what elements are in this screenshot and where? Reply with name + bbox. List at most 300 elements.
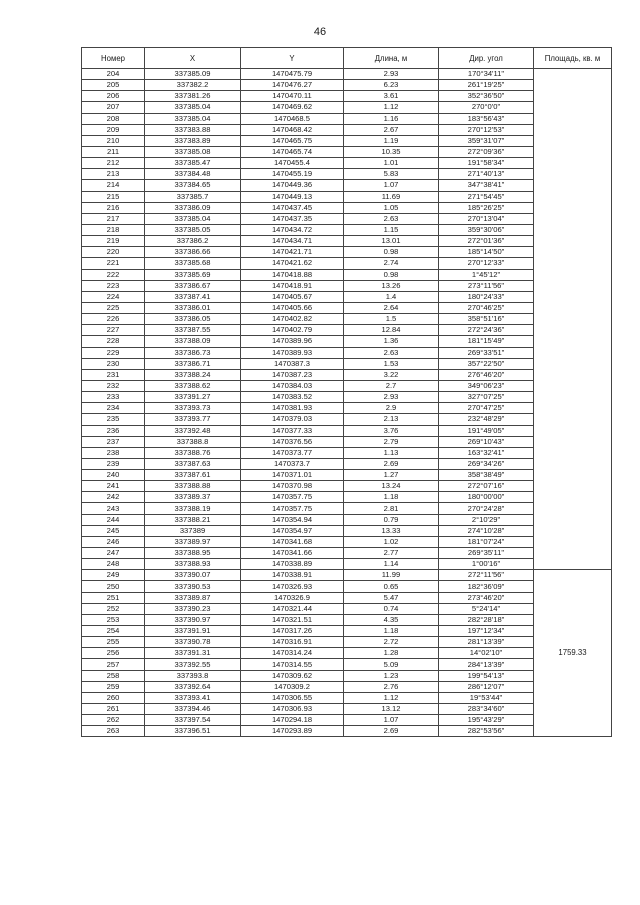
cell-x: 337384.48: [145, 169, 241, 180]
cell-direction-angle: 270°12'53": [439, 124, 534, 135]
cell-x: 337393.77: [145, 414, 241, 425]
cell-y: 1470294.18: [241, 715, 344, 726]
cell-x: 337388.19: [145, 503, 241, 514]
cell-direction-angle: 273°11'56": [439, 280, 534, 291]
table-row: [82, 592, 612, 603]
cell-number: 247: [82, 548, 145, 559]
table-row: [82, 614, 612, 625]
cell-length: 3.61: [344, 91, 439, 102]
cell-x: 337391.27: [145, 392, 241, 403]
cell-x: 337388.24: [145, 369, 241, 380]
cell-direction-angle: 232°48'29": [439, 414, 534, 425]
cell-direction-angle: 19°53'44": [439, 692, 534, 703]
table-row: [82, 213, 612, 224]
cell-length: 2.74: [344, 258, 439, 269]
cell-length: 2.63: [344, 213, 439, 224]
cell-y: 1470371.01: [241, 470, 344, 481]
cell-length: 2.72: [344, 637, 439, 648]
cell-length: 2.13: [344, 414, 439, 425]
table-row: [82, 380, 612, 391]
cell-x: 337386.2: [145, 236, 241, 247]
cell-y: 1470465.74: [241, 146, 344, 157]
cell-x: 337383.88: [145, 124, 241, 135]
cell-y: 1470402.79: [241, 325, 344, 336]
cell-length: 1.02: [344, 536, 439, 547]
cell-y: 1470338.91: [241, 570, 344, 581]
cell-direction-angle: 327°07'25": [439, 392, 534, 403]
cell-x: 337392.48: [145, 425, 241, 436]
table-row: [82, 291, 612, 302]
cell-y: 1470469.62: [241, 102, 344, 113]
table-row: [82, 135, 612, 146]
cell-x: 337386.67: [145, 280, 241, 291]
cell-length: 1.18: [344, 626, 439, 637]
cell-y: 1470341.66: [241, 548, 344, 559]
cell-number: 211: [82, 146, 145, 157]
cell-length: 0.65: [344, 581, 439, 592]
cell-x: 337385.68: [145, 258, 241, 269]
cell-length: 1.16: [344, 113, 439, 124]
table-row: [82, 347, 612, 358]
cell-y: 1470373.7: [241, 458, 344, 469]
cell-y: 1470402.82: [241, 314, 344, 325]
cell-number: 232: [82, 380, 145, 391]
cell-length: 5.09: [344, 659, 439, 670]
page-number: 46: [313, 26, 327, 38]
table-row: [82, 626, 612, 637]
table-row: [82, 715, 612, 726]
cell-number: 263: [82, 726, 145, 737]
cell-number: 241: [82, 481, 145, 492]
cell-number: 237: [82, 436, 145, 447]
cell-direction-angle: 269°34'26": [439, 458, 534, 469]
cell-x: 337385.09: [145, 69, 241, 80]
cell-y: 1470389.93: [241, 347, 344, 358]
cell-length: 2.63: [344, 347, 439, 358]
cell-x: 337388.09: [145, 336, 241, 347]
cell-number: 246: [82, 536, 145, 547]
cell-length: 1.4: [344, 291, 439, 302]
cell-length: 2.81: [344, 503, 439, 514]
cell-length: 2.79: [344, 436, 439, 447]
cell-x: 337383.89: [145, 135, 241, 146]
cell-x: 337389.87: [145, 592, 241, 603]
cell-y: 1470384.03: [241, 380, 344, 391]
cell-x: 337390.23: [145, 603, 241, 614]
cell-y: 1470309.2: [241, 681, 344, 692]
cell-direction-angle: 349°06'23": [439, 380, 534, 391]
cell-length: 2.67: [344, 124, 439, 135]
cell-y: 1470387.23: [241, 369, 344, 380]
table-row: [82, 436, 612, 447]
cell-number: 259: [82, 681, 145, 692]
cell-y: 1470341.68: [241, 536, 344, 547]
cell-y: 1470418.88: [241, 269, 344, 280]
cell-direction-angle: 270°13'04": [439, 213, 534, 224]
cell-direction-angle: 270°0'0": [439, 102, 534, 113]
cell-x: 337381.26: [145, 91, 241, 102]
cell-length: 1.5: [344, 314, 439, 325]
cell-x: 337389.97: [145, 536, 241, 547]
cell-direction-angle: 191°49'05": [439, 425, 534, 436]
cell-y: 1470357.75: [241, 503, 344, 514]
cell-x: 337388.76: [145, 447, 241, 458]
cell-direction-angle: 358°38'49": [439, 470, 534, 481]
cell-direction-angle: 1°45'12": [439, 269, 534, 280]
cell-x: 337386.73: [145, 347, 241, 358]
cell-y: 1470465.75: [241, 135, 344, 146]
table-row: [82, 525, 612, 536]
cell-y: 1470437.35: [241, 213, 344, 224]
cell-x: 337385.08: [145, 146, 241, 157]
header-length: Длина, м: [344, 48, 439, 69]
header-y: Y: [241, 48, 344, 69]
cell-direction-angle: 283°34'60": [439, 704, 534, 715]
cell-direction-angle: 185°26'25": [439, 202, 534, 213]
cell-direction-angle: 197°12'34": [439, 626, 534, 637]
table-row: [82, 369, 612, 380]
cell-y: 1470383.52: [241, 392, 344, 403]
cell-direction-angle: 195°43'29": [439, 715, 534, 726]
cell-number: 214: [82, 180, 145, 191]
cell-number: 245: [82, 525, 145, 536]
table-row: [82, 191, 612, 202]
cell-y: 1470314.24: [241, 648, 344, 659]
cell-y: 1470306.93: [241, 704, 344, 715]
cell-y: 1470338.89: [241, 559, 344, 570]
cell-length: 1.19: [344, 135, 439, 146]
table-row: [82, 559, 612, 570]
cell-number: 208: [82, 113, 145, 124]
cell-y: 1470309.62: [241, 670, 344, 681]
cell-number: 215: [82, 191, 145, 202]
table-row: [82, 603, 612, 614]
table-row: [82, 124, 612, 135]
table-row: [82, 69, 612, 80]
table-row: [82, 325, 612, 336]
cell-number: 261: [82, 704, 145, 715]
cell-x: 337388.21: [145, 514, 241, 525]
table-row: [82, 536, 612, 547]
cell-number: 225: [82, 302, 145, 313]
cell-x: 337385.47: [145, 158, 241, 169]
coordinates-table: [81, 47, 612, 737]
cell-direction-angle: 284°13'39": [439, 659, 534, 670]
cell-number: 218: [82, 224, 145, 235]
cell-y: 1470316.91: [241, 637, 344, 648]
cell-direction-angle: 272°01'36": [439, 236, 534, 247]
cell-length: 2.7: [344, 380, 439, 391]
cell-direction-angle: 358°51'16": [439, 314, 534, 325]
cell-length: 5.83: [344, 169, 439, 180]
cell-length: 13.12: [344, 704, 439, 715]
cell-y: 1470373.77: [241, 447, 344, 458]
cell-number: 220: [82, 247, 145, 258]
cell-y: 1470317.26: [241, 626, 344, 637]
cell-x: 337382.2: [145, 80, 241, 91]
cell-x: 337385.04: [145, 102, 241, 113]
cell-y: 1470418.91: [241, 280, 344, 291]
cell-direction-angle: 180°00'00": [439, 492, 534, 503]
table-row: [82, 403, 612, 414]
cell-number: 216: [82, 202, 145, 213]
cell-x: 337388.95: [145, 548, 241, 559]
table-row: [82, 514, 612, 525]
table-row: [82, 681, 612, 692]
cell-length: 1.01: [344, 158, 439, 169]
cell-y: 1470405.67: [241, 291, 344, 302]
cell-number: 238: [82, 447, 145, 458]
cell-y: 1470405.66: [241, 302, 344, 313]
cell-x: 337389: [145, 525, 241, 536]
cell-number: 234: [82, 403, 145, 414]
table-row: [82, 670, 612, 681]
cell-number: 224: [82, 291, 145, 302]
cell-number: 213: [82, 169, 145, 180]
cell-number: 243: [82, 503, 145, 514]
cell-length: 1.07: [344, 715, 439, 726]
table-row: [82, 458, 612, 469]
cell-x: 337384.65: [145, 180, 241, 191]
cell-number: 205: [82, 80, 145, 91]
cell-direction-angle: 269°35'11": [439, 548, 534, 559]
table-row: [82, 704, 612, 715]
cell-length: 4.35: [344, 614, 439, 625]
table-row: [82, 247, 612, 258]
cell-x: 337388.62: [145, 380, 241, 391]
cell-number: 249: [82, 570, 145, 581]
cell-y: 1470455.19: [241, 169, 344, 180]
table-row: [82, 102, 612, 113]
table-row: [82, 637, 612, 648]
cell-length: 1.12: [344, 102, 439, 113]
cell-length: 13.26: [344, 280, 439, 291]
cell-direction-angle: 286°12'07": [439, 681, 534, 692]
header-number: Номер: [82, 48, 145, 69]
table-row: [82, 202, 612, 213]
cell-direction-angle: 1°00'16": [439, 559, 534, 570]
cell-number: 217: [82, 213, 145, 224]
cell-length: 1.18: [344, 492, 439, 503]
cell-number: 244: [82, 514, 145, 525]
cell-x: 337386.01: [145, 302, 241, 313]
cell-x: 337393.41: [145, 692, 241, 703]
cell-x: 337390.78: [145, 637, 241, 648]
cell-number: 226: [82, 314, 145, 325]
cell-y: 1470321.51: [241, 614, 344, 625]
cell-y: 1470475.79: [241, 69, 344, 80]
cell-y: 1470357.75: [241, 492, 344, 503]
cell-direction-angle: 269°33'51": [439, 347, 534, 358]
table-row: [82, 314, 612, 325]
cell-direction-angle: 270°46'25": [439, 302, 534, 313]
cell-number: 248: [82, 559, 145, 570]
cell-y: 1470381.93: [241, 403, 344, 414]
cell-y: 1470434.71: [241, 236, 344, 247]
cell-y: 1470379.03: [241, 414, 344, 425]
cell-number: 258: [82, 670, 145, 681]
cell-length: 1.36: [344, 336, 439, 347]
table-row: [82, 692, 612, 703]
cell-length: 1.23: [344, 670, 439, 681]
cell-length: 11.99: [344, 570, 439, 581]
cell-length: 11.69: [344, 191, 439, 202]
cell-number: 260: [82, 692, 145, 703]
cell-x: 337392.55: [145, 659, 241, 670]
cell-y: 1470449.36: [241, 180, 344, 191]
cell-direction-angle: 185°14'50": [439, 247, 534, 258]
table-row: [82, 258, 612, 269]
cell-direction-angle: 282°28'18": [439, 614, 534, 625]
cell-length: 2.77: [344, 548, 439, 559]
cell-number: 212: [82, 158, 145, 169]
cell-number: 223: [82, 280, 145, 291]
table-row: [82, 236, 612, 247]
cell-x: 337397.54: [145, 715, 241, 726]
cell-direction-angle: 273°46'20": [439, 592, 534, 603]
cell-number: 253: [82, 614, 145, 625]
cell-direction-angle: 359°31'07": [439, 135, 534, 146]
header-x: X: [145, 48, 241, 69]
cell-number: 206: [82, 91, 145, 102]
cell-direction-angle: 181°15'49": [439, 336, 534, 347]
cell-x: 337387.41: [145, 291, 241, 302]
cell-number: 227: [82, 325, 145, 336]
cell-y: 1470326.9: [241, 592, 344, 603]
cell-number: 204: [82, 69, 145, 80]
cell-y: 1470437.45: [241, 202, 344, 213]
table-row: [82, 169, 612, 180]
table-row: [82, 280, 612, 291]
cell-length: 13.24: [344, 481, 439, 492]
cell-direction-angle: 182°36'09": [439, 581, 534, 592]
cell-direction-angle: 281°13'39": [439, 637, 534, 648]
cell-direction-angle: 359°30'06": [439, 224, 534, 235]
table-row: [82, 91, 612, 102]
cell-y: 1470326.93: [241, 581, 344, 592]
cell-number: 254: [82, 626, 145, 637]
cell-x: 337386.71: [145, 358, 241, 369]
cell-y: 1470468.42: [241, 124, 344, 135]
cell-direction-angle: 2°10'29": [439, 514, 534, 525]
cell-length: 0.74: [344, 603, 439, 614]
cell-length: 13.01: [344, 236, 439, 247]
cell-length: 1.14: [344, 559, 439, 570]
cell-number: 210: [82, 135, 145, 146]
cell-direction-angle: 274°10'28": [439, 525, 534, 536]
cell-x: 337387.61: [145, 470, 241, 481]
table-row: [82, 302, 612, 313]
cell-y: 1470387.3: [241, 358, 344, 369]
cell-direction-angle: 181°07'24": [439, 536, 534, 547]
table-row: [82, 659, 612, 670]
cell-x: 337387.55: [145, 325, 241, 336]
cell-number: 230: [82, 358, 145, 369]
cell-number: 229: [82, 347, 145, 358]
table-row: [82, 80, 612, 91]
table-row: [82, 113, 612, 124]
cell-y: 1470468.5: [241, 113, 344, 124]
cell-length: 12.84: [344, 325, 439, 336]
cell-direction-angle: 170°34'11": [439, 69, 534, 80]
cell-y: 1470455.4: [241, 158, 344, 169]
table-row: [82, 146, 612, 157]
cell-number: 236: [82, 425, 145, 436]
cell-y: 1470434.72: [241, 224, 344, 235]
cell-y: 1470476.27: [241, 80, 344, 91]
cell-direction-angle: 272°11'56": [439, 570, 534, 581]
cell-number: 256: [82, 648, 145, 659]
cell-x: 337388.93: [145, 559, 241, 570]
header-direction-angle: Дир. угол: [439, 48, 534, 69]
cell-number: 250: [82, 581, 145, 592]
table-row: [82, 492, 612, 503]
cell-number: 219: [82, 236, 145, 247]
cell-length: 3.22: [344, 369, 439, 380]
cell-direction-angle: 282°53'56": [439, 726, 534, 737]
table-row: [82, 726, 612, 737]
table-row: [82, 470, 612, 481]
cell-length: 2.9: [344, 403, 439, 414]
cell-direction-angle: 272°07'16": [439, 481, 534, 492]
cell-x: 337385.04: [145, 113, 241, 124]
cell-x: 337386.05: [145, 314, 241, 325]
cell-direction-angle: 163°32'41": [439, 447, 534, 458]
cell-direction-angle: 261°19'25": [439, 80, 534, 91]
cell-length: 1.13: [344, 447, 439, 458]
cell-x: 337396.51: [145, 726, 241, 737]
cell-length: 13.33: [344, 525, 439, 536]
cell-length: 5.47: [344, 592, 439, 603]
cell-y: 1470354.97: [241, 525, 344, 536]
cell-y: 1470370.98: [241, 481, 344, 492]
cell-direction-angle: 180°24'33": [439, 291, 534, 302]
cell-length: 1.15: [344, 224, 439, 235]
cell-number: 252: [82, 603, 145, 614]
cell-y: 1470421.71: [241, 247, 344, 258]
cell-y: 1470293.89: [241, 726, 344, 737]
cell-x: 337385.7: [145, 191, 241, 202]
cell-length: 0.98: [344, 269, 439, 280]
header-area: Площадь, кв. м: [534, 48, 612, 69]
table-row: [82, 481, 612, 492]
cell-direction-angle: 269°10'43": [439, 436, 534, 447]
cell-y: 1470306.55: [241, 692, 344, 703]
cell-x: 337393.8: [145, 670, 241, 681]
table-row: [82, 570, 612, 581]
cell-number: 240: [82, 470, 145, 481]
cell-direction-angle: 191°58'34": [439, 158, 534, 169]
cell-number: 257: [82, 659, 145, 670]
cell-x: 337388.8: [145, 436, 241, 447]
area-value: 1759.33: [534, 570, 612, 737]
cell-x: 337391.91: [145, 626, 241, 637]
table-row: [82, 648, 612, 659]
cell-length: 6.23: [344, 80, 439, 91]
cell-x: 337392.64: [145, 681, 241, 692]
cell-length: 1.27: [344, 470, 439, 481]
cell-number: 209: [82, 124, 145, 135]
cell-direction-angle: 270°12'33": [439, 258, 534, 269]
cell-x: 337389.37: [145, 492, 241, 503]
cell-x: 337390.07: [145, 570, 241, 581]
cell-direction-angle: 199°54'13": [439, 670, 534, 681]
cell-x: 337386.09: [145, 202, 241, 213]
cell-length: 2.76: [344, 681, 439, 692]
cell-direction-angle: 270°47'25": [439, 403, 534, 414]
table-row: [82, 336, 612, 347]
cell-y: 1470449.13: [241, 191, 344, 202]
